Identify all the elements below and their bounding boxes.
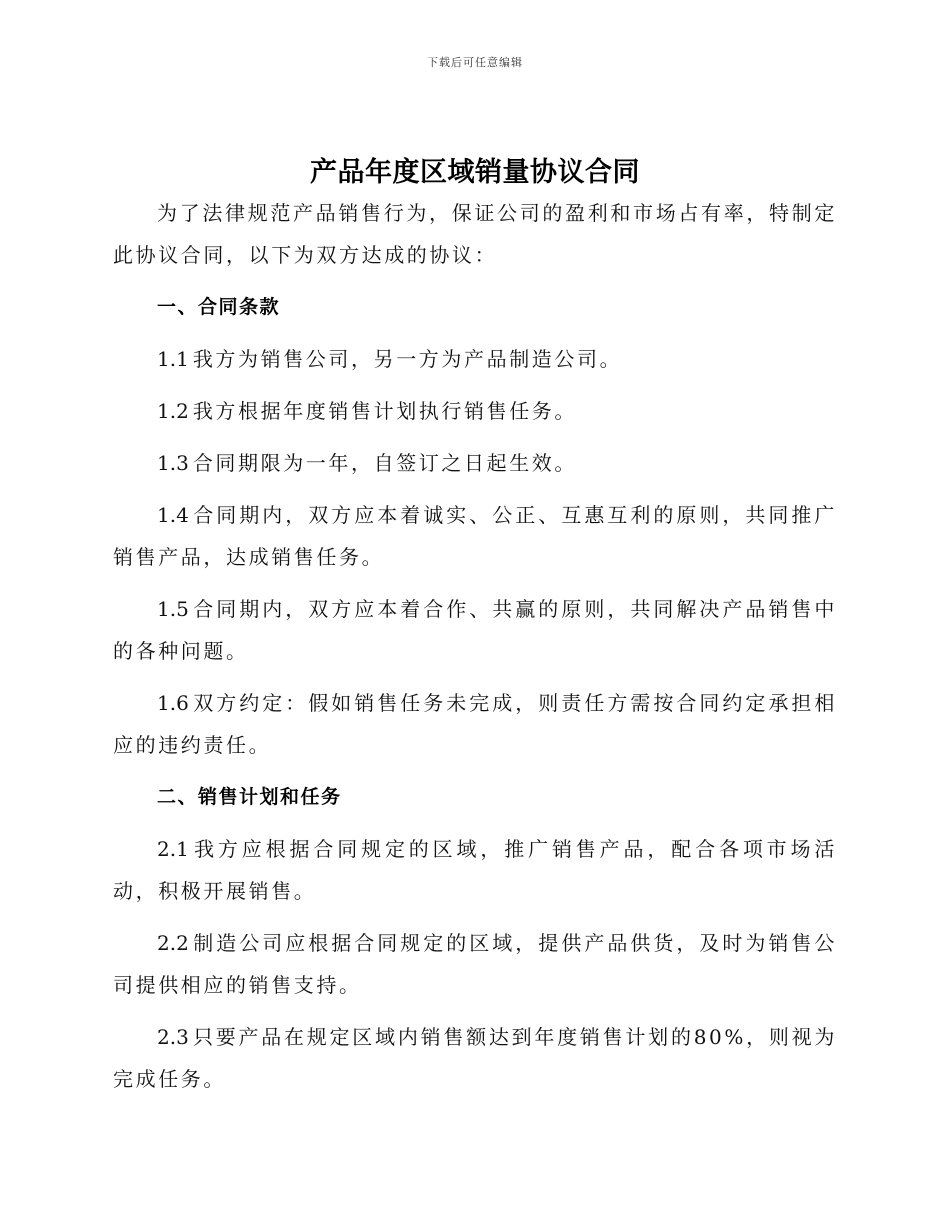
clause-2-2 xyxy=(113,922,837,1006)
clause-number: 1.4 xyxy=(157,503,189,527)
intro-paragraph: 为了法律规范产品销售行为，保证公司的盈利和市场占有率，特制定此协议合同，以下为双方达成的协议： xyxy=(113,201,837,267)
clause-number: 1.6 xyxy=(157,691,189,715)
clause-1-5 xyxy=(113,588,837,672)
section-heading-2: 二、销售计划和任务 xyxy=(157,786,342,808)
clause-text: 合同期内，双方应本着合作、共赢的原则，共同解决产品销售中的各种问题。 xyxy=(113,597,837,663)
clause-number: 1.1 xyxy=(157,347,189,371)
clause-1-3 xyxy=(113,442,837,484)
clause-2-1 xyxy=(113,828,837,912)
clause-text: 我方应根据合同规定的区域，推广销售产品，配合各项市场活动，积极开展销售。 xyxy=(113,837,837,903)
clause-text: 我方为销售公司，另一方为产品制造公司。 xyxy=(192,347,623,371)
clause-text: 双方约定：假如销售任务未完成，则责任方需按合同约定承担相应的违约责任。 xyxy=(113,691,837,757)
clause-text: 合同期内，双方应本着诚实、公正、互惠互利的原则，共同推广销售产品，达成销售任务。 xyxy=(113,503,837,569)
clause-2-3 xyxy=(113,1016,837,1100)
clause-1-1 xyxy=(113,338,837,380)
clause-number: 2.1 xyxy=(157,837,189,861)
clause-number: 1.5 xyxy=(157,597,189,621)
clause-number: 1.2 xyxy=(157,399,189,423)
document-title: 产品年度区域销量协议合同 xyxy=(310,157,640,188)
clause-text: 制造公司应根据合同规定的区域，提供产品供货，及时为销售公司提供相应的销售支持。 xyxy=(113,931,837,997)
clause-1-2 xyxy=(113,390,837,432)
clause-text: 我方根据年度销售计划执行销售任务。 xyxy=(192,399,578,423)
header-note: 下载后可任意编辑 xyxy=(427,56,523,69)
clause-1-4 xyxy=(113,494,837,578)
document-body xyxy=(113,192,837,1110)
clause-1-6 xyxy=(113,682,837,766)
section-heading-1: 一、合同条款 xyxy=(157,296,281,318)
clause-number: 2.2 xyxy=(157,931,189,955)
clause-text: 只要产品在规定区域内销售额达到年度销售计划的80%，则视为完成任务。 xyxy=(113,1025,837,1091)
clause-text: 合同期限为一年，自签订之日起生效。 xyxy=(192,451,578,475)
clause-number: 1.3 xyxy=(157,451,189,475)
clause-number: 2.3 xyxy=(157,1025,189,1049)
